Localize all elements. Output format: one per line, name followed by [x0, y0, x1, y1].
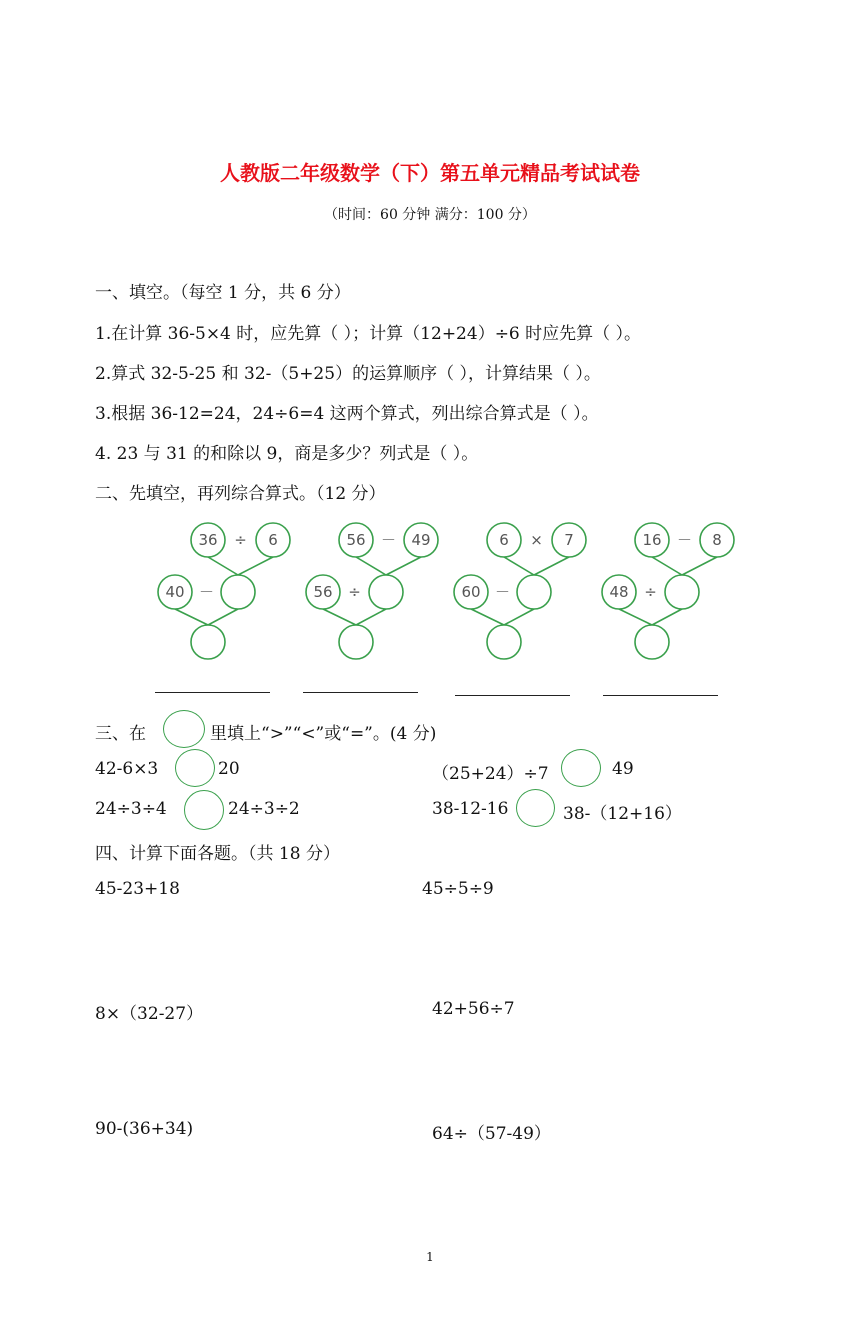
page-title: 人教版二年级数学（下）第五单元精品考试试卷 [220, 161, 640, 185]
answer-line[interactable] [603, 695, 718, 696]
connector-line [682, 557, 717, 575]
tree-number: 40 [165, 583, 185, 601]
compare-right-expression: 20 [218, 759, 240, 779]
compare-right-expression: 49 [612, 759, 634, 779]
compare-circle-example [163, 710, 205, 748]
page-number: 1 [426, 1250, 434, 1264]
connector-line [534, 557, 569, 575]
calculation-problem: 90-(36+34) [95, 1119, 194, 1139]
answer-circle[interactable] [221, 575, 255, 609]
answer-circle[interactable] [665, 575, 699, 609]
connector-line [175, 609, 208, 625]
connector-line [619, 609, 652, 625]
tree-number: 6 [499, 531, 509, 549]
answer-circle[interactable] [517, 575, 551, 609]
tree-number: 36 [198, 531, 218, 549]
tree-number: 56 [313, 583, 333, 601]
compare-answer-circle[interactable] [561, 749, 601, 787]
question-1-2: 2.算式 32-5-25 和 32-（5+25）的运算顺序（ ），计算结果（ ）。 [95, 364, 601, 384]
compare-right-expression: 38-（12+16） [563, 804, 682, 824]
calculation-problem: 45-23+18 [95, 879, 180, 899]
answer-circle[interactable] [369, 575, 403, 609]
tree-operator: ÷ [234, 531, 247, 549]
answer-line[interactable] [155, 692, 270, 693]
connector-line [238, 557, 273, 575]
connector-line [471, 609, 504, 625]
tree-number: 60 [461, 583, 481, 601]
connector-line [356, 557, 386, 575]
connector-line [652, 557, 682, 575]
tree-number: 8 [712, 531, 722, 549]
connector-line [386, 557, 421, 575]
calculation-problem: 64÷（57-49） [432, 1124, 551, 1144]
compare-left-expression: 24÷3÷4 [95, 799, 167, 819]
connector-line [504, 609, 534, 625]
answer-circle[interactable] [191, 625, 225, 659]
question-1-4: 4. 23 与 31 的和除以 9，商是多少？列式是（ ）。 [95, 444, 479, 464]
connector-line [356, 609, 386, 625]
calculation-problem: 45÷5÷9 [422, 879, 494, 899]
answer-circle[interactable] [339, 625, 373, 659]
tree-operator: － [494, 583, 511, 601]
connector-line [323, 609, 356, 625]
calculation-problem: 42+56÷7 [432, 999, 515, 1019]
tree-number: 7 [564, 531, 574, 549]
tree-number: 56 [346, 531, 366, 549]
tree-operator: － [676, 531, 693, 549]
calculation-tree-diagrams [148, 512, 748, 672]
compare-right-expression: 24÷3÷2 [228, 799, 300, 819]
answer-circle[interactable] [487, 625, 521, 659]
compare-answer-circle[interactable] [184, 790, 224, 830]
answer-circle[interactable] [635, 625, 669, 659]
question-1-3: 3.根据 36-12=24，24÷6=4 这两个算式，列出综合算式是（ ）。 [95, 404, 599, 424]
connector-line [208, 557, 238, 575]
tree-number: 6 [268, 531, 278, 549]
section-3-heading-end: 里填上“>”“<”或“=”。(4 分) [210, 724, 437, 744]
compare-left-expression: （25+24）÷7 [432, 764, 549, 784]
compare-left-expression: 38-12-16 [432, 799, 509, 819]
tree-operator: × [530, 531, 543, 549]
connector-line [504, 557, 534, 575]
section-4-heading: 四、计算下面各题。（共 18 分） [95, 844, 340, 864]
compare-answer-circle[interactable] [175, 749, 215, 787]
question-1-1: 1.在计算 36-5×4 时，应先算（ ）；计算（12+24）÷6 时应先算（ ）。 [95, 324, 642, 344]
tree-operator: ÷ [644, 583, 657, 601]
connector-line [652, 609, 682, 625]
calculation-problem: 8×（32-27） [95, 1004, 204, 1024]
tree-operator: － [380, 531, 397, 549]
answer-line[interactable] [455, 695, 570, 696]
compare-answer-circle[interactable] [516, 789, 555, 827]
connector-line [208, 609, 238, 625]
section-3-heading-start: 三、在 [95, 724, 146, 744]
tree-number: 49 [411, 531, 431, 549]
compare-left-expression: 42-6×3 [95, 759, 159, 779]
tree-number: 16 [642, 531, 662, 549]
answer-line[interactable] [303, 692, 418, 693]
tree-number: 48 [609, 583, 629, 601]
section-1-heading: 一、填空。（每空 1 分，共 6 分） [95, 283, 351, 303]
section-2-heading: 二、先填空，再列综合算式。（12 分） [95, 484, 386, 504]
exam-info: （时间：60 分钟 满分：100 分） [324, 207, 536, 223]
tree-operator: ÷ [348, 583, 361, 601]
tree-operator: － [198, 583, 215, 601]
